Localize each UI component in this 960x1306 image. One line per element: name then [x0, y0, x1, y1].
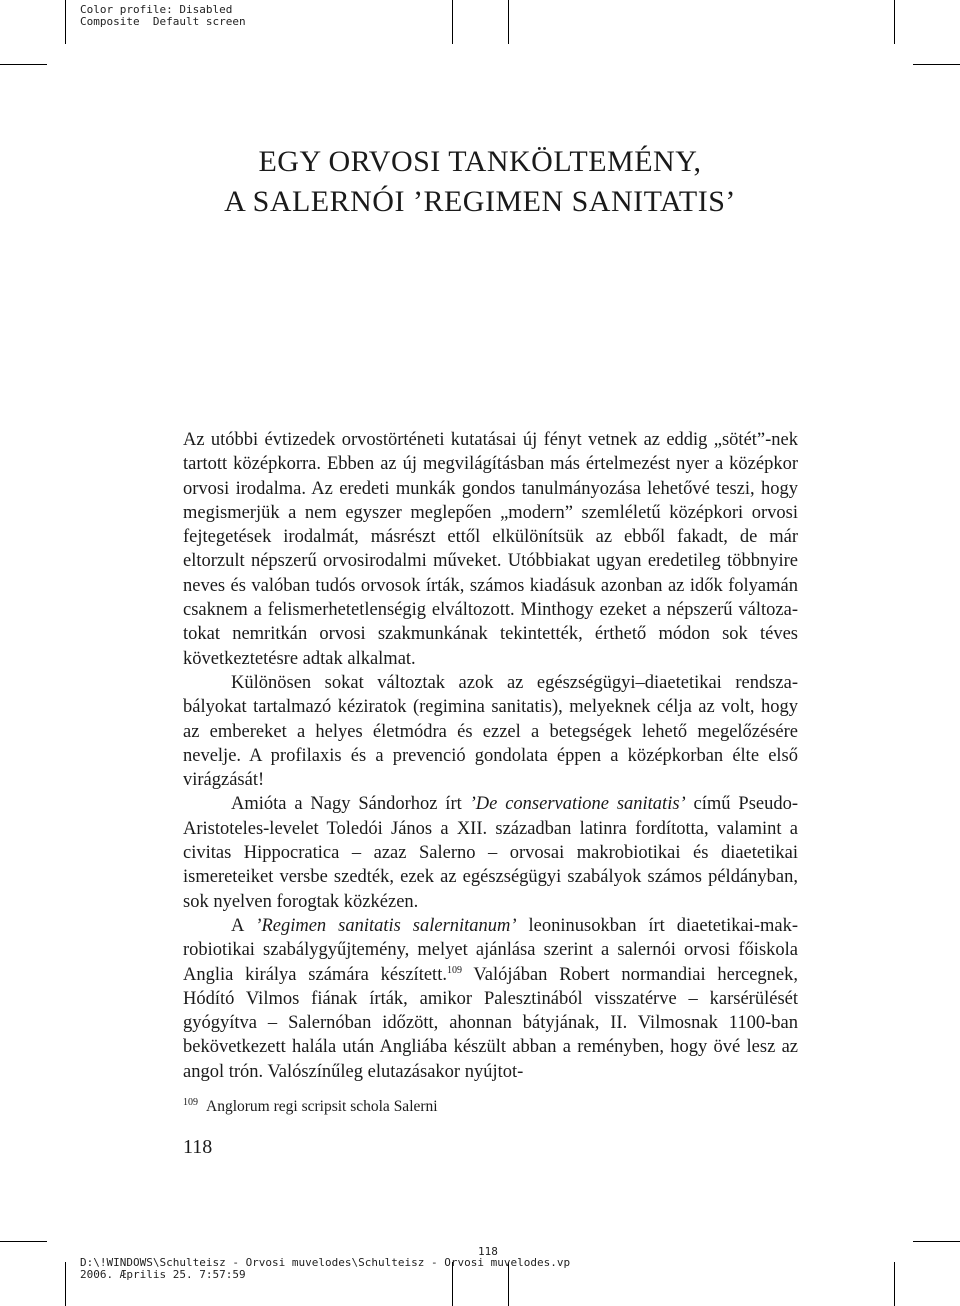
chapter-title: [0, 142, 960, 222]
crop-mark-top-right-h: [913, 64, 960, 65]
crop-mark-top-center2-v: [508, 0, 509, 44]
footnote-number: 109: [183, 1096, 198, 1108]
footnote-text: Anglorum regi scripsit schola Salerni: [206, 1098, 438, 1115]
paragraph-1: Az utóbbi évtizedek orvostörténeti kutatásai új fényt vetnek az eddig „sötét”-nek tartott középkorra. Ebben az új megvilágításban más értelmezést nyer a középkor orvosi irodalma. Az eredeti munkák gondos tanulmányozása lehetővé teszi, hogy megismerjük a nem egyszer meglepően „modern” szemléletű középkori orvosi fejtegetések irodalmát, másrészt ettől elkülönítsük az ebből fakadt, de már eltorzult népszerű orvosirodalmi műveket. Utóbbiakat ugyan eredetileg többnyire neves és valóban tudós orvosok írták, számos kiadásuk azonban az idők folyamán csaknem a felismerhetetlenségig elváltozott. Minthogy ezeket a népszerű változatokat nemritkán orvosi szakmunkának tekintették, érthető módon sok téves következtetésre adtak alkalmat.: [183, 430, 798, 669]
print-footer-path: D:\!WINDOWS\Schulteisz - Orvosi muvelodes\Schulteisz - Orvosi muvelodes.vp: [80, 1256, 571, 1269]
chapter-title-line1: EGY ORVOSI TANKÖLTEMÉNY,: [258, 145, 702, 178]
paragraph-2: Különösen sokat változtak azok az egészségügyi–diaetetikai rendszabályokat tartalmazó kéziratok (regimina sanitatis), melyeknek célja az volt, hogy az embereket a helyes életmódra és ezzel a betegségek lehető megelőzésére nevelje. A profilaxis és a prevenció gondolata éppen a középkorban élte első virágzását!: [183, 672, 798, 791]
paragraph-4-text-end: Valójában Robert normandiai hercegnek, Hódító Vilmos fiának írták, amikor Palesztinából visszatérve – karsérülését gyógyítva – Salernóban időzött, ahonnan bátyjának, II. Vilmosnak 1100-ban bekövetkezett halála után Angliába készült abban a reményben, hogy övé lesz az angol trón. Valószínűleg elutazásakor nyújtot-: [183, 964, 799, 1082]
crop-mark-top-left-v: [65, 0, 66, 44]
chapter-title-line2: A SALERNÓI ’REGIMEN SANITATIS’: [224, 185, 736, 218]
paragraph-3-italic-title: ’De conservatione sanitatis’: [469, 794, 686, 815]
print-header-line2: Composite Default screen: [80, 15, 246, 28]
paragraph-4: [183, 914, 798, 1084]
print-header-line1: Color profile: Disabled: [80, 3, 233, 16]
crop-mark-bottom-left-h: [0, 1241, 47, 1242]
page-number: 118: [183, 1136, 213, 1158]
paragraph-3-text-start: Amióta a Nagy Sándorhoz írt: [231, 794, 470, 815]
crop-mark-top-left-h: [0, 64, 47, 65]
paragraph-4-text-start: A: [231, 915, 256, 936]
paragraph-4-italic-title: ’Regimen sanitatis salernitanum’: [255, 915, 517, 936]
print-footer-page-number: 118: [478, 1245, 498, 1258]
crop-mark-top-center-v: [452, 0, 453, 44]
crop-mark-bottom-left-v: [65, 1262, 66, 1306]
print-footer: [80, 1257, 570, 1281]
paragraph-3: [183, 792, 798, 913]
crop-mark-top-right-v: [894, 0, 895, 44]
paragraph-4-text-middle: leoninusokban írt diaetetikai-makrobiotikai szabálygyűjtemény, melyet ajánlása szerint a salernói orvosi főiskola Anglia királya számára készített.: [183, 915, 798, 985]
body-text: [183, 428, 798, 1084]
crop-mark-bottom-right-h: [913, 1241, 960, 1242]
crop-mark-bottom-right-v: [894, 1262, 895, 1306]
footnote: [183, 1097, 438, 1117]
footnote-reference: 109: [446, 964, 462, 976]
print-header: [80, 4, 246, 28]
paragraph-3-text-end: című Pseudo-Aristoteles-levelet Toledói János a XII. században latinra fordította, valamint a civitas Hippocratica – azaz Salerno – orvosai makrobiotikai és diaetetikai ismereteiket versbe szedték, ezek az egészségügyi szabályok számos példányban, sok nyelven forogtak közkézen.: [183, 794, 799, 912]
print-footer-date: 2006. Æprilis 25. 7:57:59: [80, 1268, 246, 1281]
